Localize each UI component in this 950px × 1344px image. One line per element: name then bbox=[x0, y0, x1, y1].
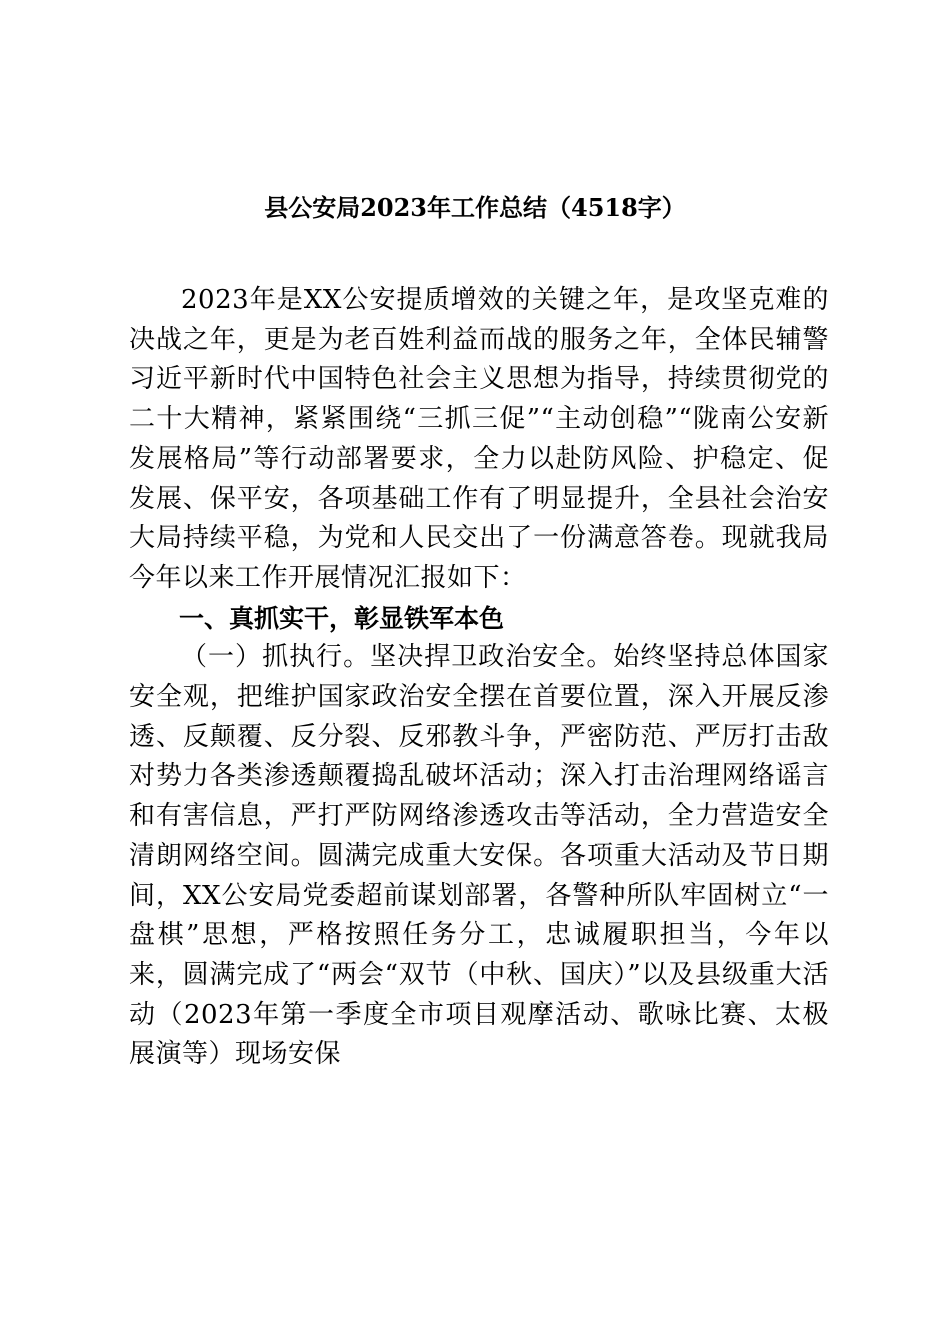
intro-paragraph: 2023年是XX公安提质增效的关键之年，是攻坚克难的决战之年，更是为老百姓利益而战的服务之年，全体民辅警习近平新时代中国特色社会主义思想为指导，持续贯彻党的二十大精神，紧紧围绕“三抓三促”“主动创稳”“陇南公安新发展格局”等行动部署要求，全力以赴防风险、护稳定、促发展、保平安，各项基础工作有了明显提升，全县社会治安大局持续平稳，为党和人民交出了一份满意答卷。现就我局今年以来工作开展情况汇报如下： bbox=[129, 285, 829, 593]
document-title: 县公安局2023年工作总结（4518字） bbox=[264, 193, 686, 222]
section-heading: 一、真抓实干，彰显铁军本色 bbox=[179, 603, 505, 633]
section-paragraph: （一）抓执行。坚决捍卫政治安全。始终坚持总体国家安全观，把维护国家政治安全摆在首要位置，深入开展反渗透、反颠覆、反分裂、反邪教斗争，严密防范、严厉打击敌对势力各类渗透颠覆捣乱破坏活动；深入打击治理网络谣言和有害信息，严打严防网络渗透攻击等活动，全力营造安全清朗网络空间。圆满完成重大安保。各项重大活动及节日期间，XX公安局党委超前谋划部署，各警种所队牢固树立“一盘棋”思想，严格按照任务分工，忠诚履职担当，今年以来，圆满完成了“两会“双节（中秋、国庆）”以及县级重大活动（2023年第一季度全市项目观摩活动、歌咏比赛、太极展演等）现场安保 bbox=[129, 642, 829, 1070]
document-body bbox=[129, 281, 829, 1075]
